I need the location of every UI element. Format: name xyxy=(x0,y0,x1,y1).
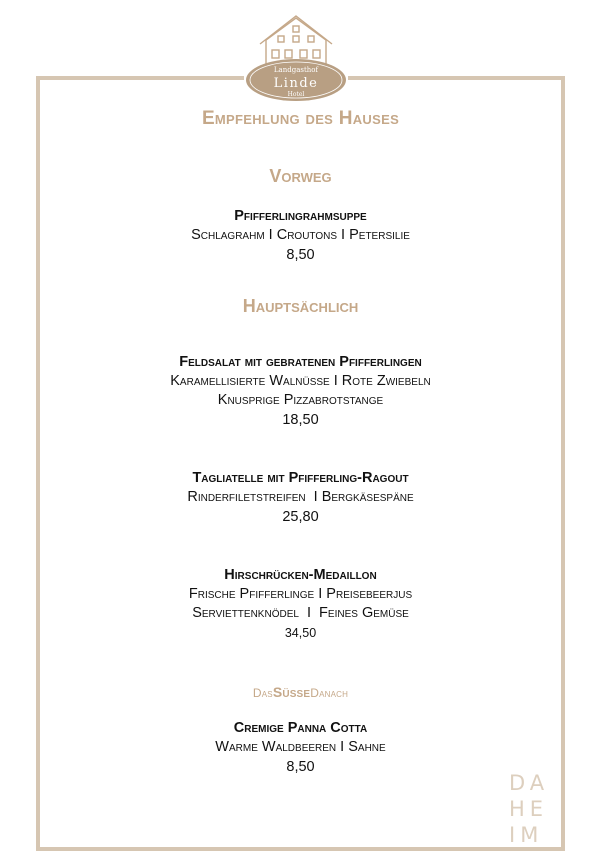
dish-name: Feldsalat mit gebratenen Pfifferlingen xyxy=(179,354,422,370)
daheim-brand-mark xyxy=(509,770,553,848)
dish-name: Pfifferlingrahmsuppe xyxy=(234,208,367,224)
dish-price: 25,80 xyxy=(282,509,319,525)
house-logo-icon xyxy=(244,14,348,104)
dish-salad xyxy=(0,352,601,430)
dish-description: Rinderfiletstreifen I Bergkäsespäne xyxy=(187,489,414,505)
dish-panna-cotta xyxy=(0,718,601,777)
dish-price: 34,50 xyxy=(284,626,317,640)
dish-price: 18,50 xyxy=(282,412,319,428)
hotel-logo xyxy=(244,14,348,104)
dish-description: Schlagrahm I Croutons I Petersilie xyxy=(191,227,410,243)
dessert-heading-prefix: Das xyxy=(252,686,273,700)
dish-soup xyxy=(0,206,601,265)
dessert-heading-suffix: Danach xyxy=(310,686,349,700)
dish-description: Warme Waldbeeren I Sahne xyxy=(215,739,386,755)
brand-mark-line: IM xyxy=(509,823,544,847)
brand-mark-line: HE xyxy=(509,797,549,821)
dish-name: Tagliatelle mit Pfifferling-Ragout xyxy=(192,470,409,486)
menu-title: Empfehlung des Hauses xyxy=(201,108,400,129)
dish-name: Cremige Panna Cotta xyxy=(233,720,368,736)
dish-description: Knusprige Pizzabrotstange xyxy=(217,392,384,408)
dish-description: Karamellisierte Walnüsse I Rote Zwiebeln xyxy=(170,373,431,389)
section-heading-mains: Hauptsächlich xyxy=(242,296,359,316)
brand-mark-line: DA xyxy=(509,771,550,795)
logo-line-2: Linde xyxy=(273,76,319,91)
dish-price: 8,50 xyxy=(286,247,315,263)
dish-description: Serviettenknödel I Feines Gemüse xyxy=(192,605,409,621)
dish-description: Frische Pfifferlinge I Preisebeerjus xyxy=(188,586,413,602)
section-heading-dessert xyxy=(0,684,601,700)
logo-line-1: Landgasthof xyxy=(273,66,319,74)
dish-tagliatelle xyxy=(0,468,601,527)
logo-line-3: Hotel xyxy=(287,91,305,98)
dish-name: Hirschrücken-Medaillon xyxy=(224,567,377,583)
dish-price: 8,50 xyxy=(286,759,315,775)
dish-venison xyxy=(0,565,601,643)
dessert-heading-middle: Süße xyxy=(272,684,311,700)
section-heading-starters: Vorweg xyxy=(269,166,332,186)
